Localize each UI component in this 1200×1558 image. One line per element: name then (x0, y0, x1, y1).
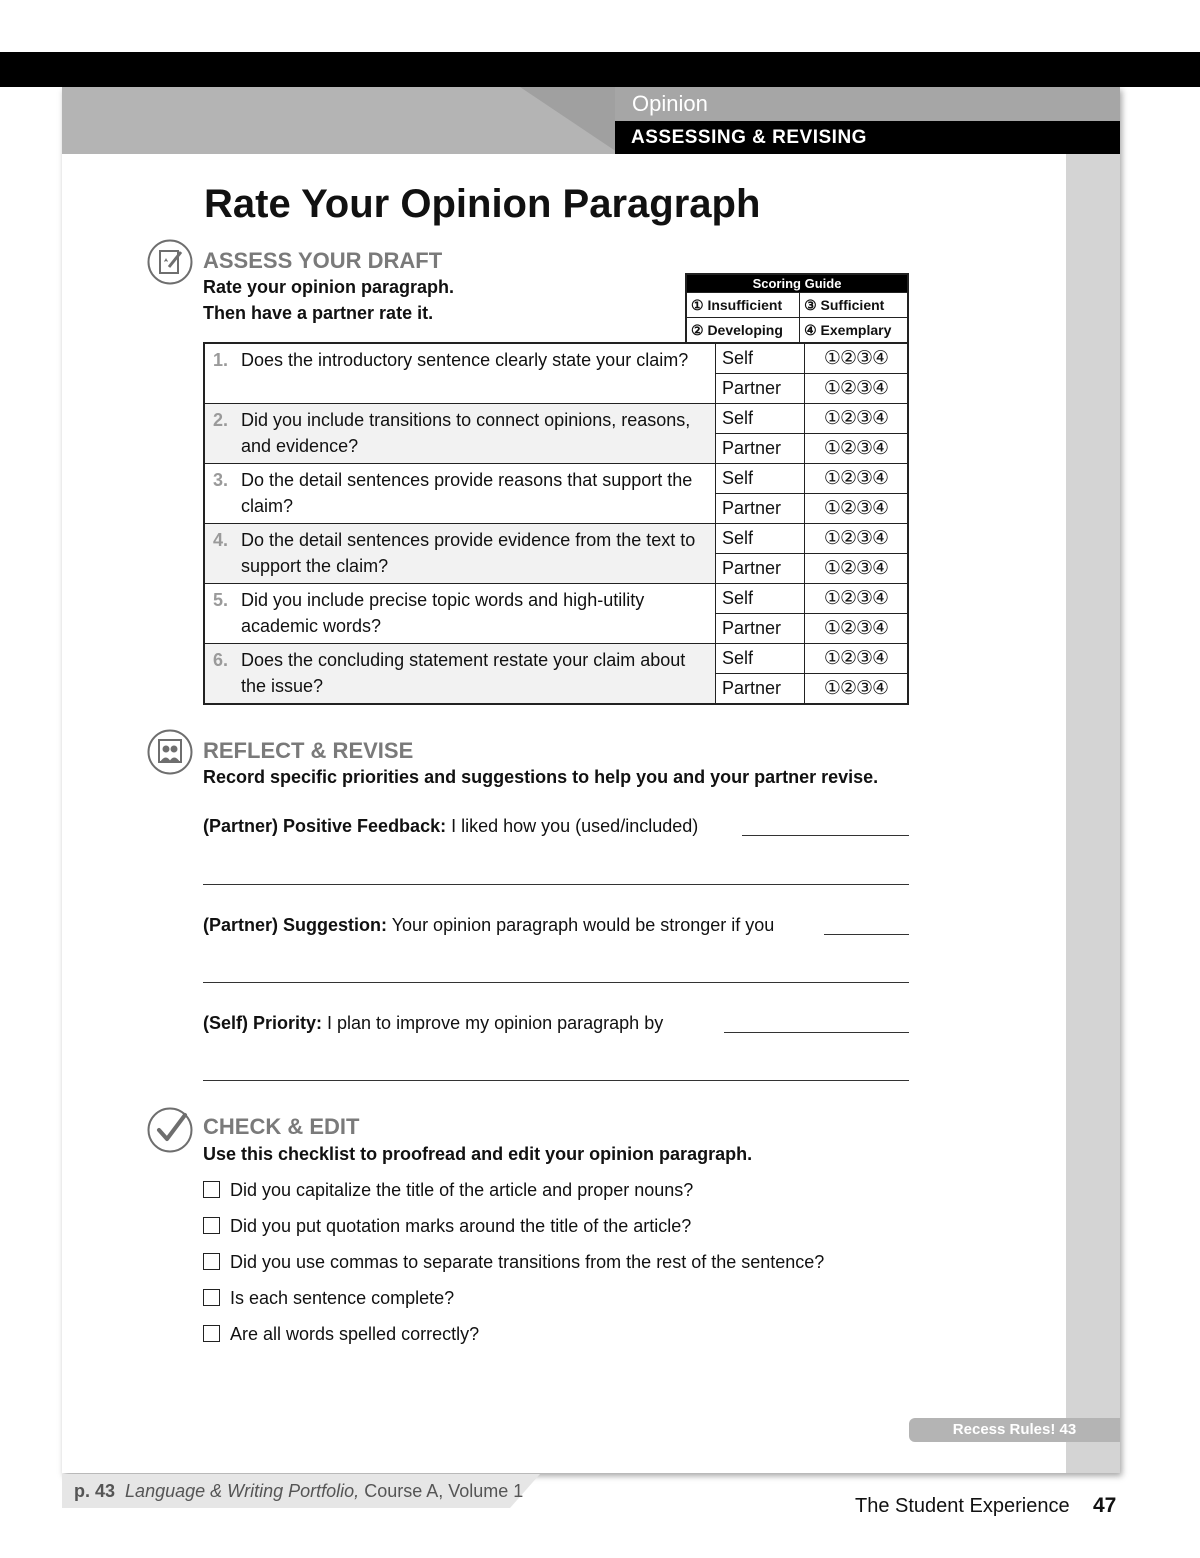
question-text: Does the concluding statement restate your claim about the issue? (241, 650, 686, 696)
partner-rating-circles[interactable]: ①②③④ (805, 374, 909, 404)
self-label: Self (716, 644, 805, 674)
score-exemplary: ④ Exemplary (800, 318, 908, 344)
self-label: Self (716, 524, 805, 554)
self-rating-circles[interactable]: ①②③④ (805, 464, 909, 494)
self-rating-circles[interactable]: ①②③④ (805, 343, 909, 374)
answer-line[interactable] (724, 1032, 909, 1033)
list-item (203, 1324, 479, 1345)
table-row (204, 404, 908, 434)
question-text: Did you include precise topic words and high-utility academic words? (241, 590, 645, 636)
checklist-text: Did you use commas to separate transitions from the rest of the sentence? (230, 1252, 825, 1272)
partner-rating-circles[interactable]: ①②③④ (805, 674, 909, 705)
list-item (203, 1288, 454, 1309)
question-cell (204, 644, 716, 705)
table-row (204, 644, 908, 674)
list-item (203, 1216, 691, 1237)
checkbox[interactable] (203, 1253, 220, 1270)
self-rating-circles[interactable]: ①②③④ (805, 524, 909, 554)
priority-prompt (203, 1013, 663, 1034)
page-edge-strip (1066, 154, 1120, 1473)
checkmark-icon (147, 1107, 193, 1153)
answer-line[interactable] (203, 884, 909, 885)
self-label: Self (716, 404, 805, 434)
partner-label: Partner (716, 434, 805, 464)
prompt-text: I plan to improve my opinion paragraph by (322, 1013, 664, 1033)
table-row (204, 343, 908, 374)
partner-label: Partner (716, 674, 805, 705)
question-number: 1. (213, 350, 229, 370)
unit-label: Opinion (632, 91, 708, 116)
checkbox[interactable] (203, 1217, 220, 1234)
partner-label: Partner (716, 554, 805, 584)
question-number: 6. (213, 650, 229, 670)
self-label: Self (716, 584, 805, 614)
partner-rating-circles[interactable]: ①②③④ (805, 494, 909, 524)
page-tab: Recess Rules! 43 (909, 1418, 1120, 1442)
footer-page-ref: p. 43 (74, 1481, 116, 1501)
score-sufficient: ③ Sufficient (800, 293, 908, 318)
pencil-paper-icon (147, 239, 193, 285)
answer-line[interactable] (742, 835, 909, 836)
positive-feedback-prompt (203, 816, 698, 837)
checklist-text: Are all words spelled correctly? (230, 1324, 480, 1344)
answer-line[interactable] (824, 934, 909, 935)
rating-table (203, 342, 909, 705)
question-cell (204, 524, 716, 584)
self-label: Self (716, 343, 805, 374)
checkbox[interactable] (203, 1325, 220, 1342)
checklist-text: Is each sentence complete? (230, 1288, 455, 1308)
prompt-label: (Self) Priority: (203, 1013, 323, 1033)
checkbox[interactable] (203, 1181, 220, 1198)
self-rating-circles[interactable]: ①②③④ (805, 644, 909, 674)
question-number: 4. (213, 530, 229, 550)
assess-instruction-2: Then have a partner rate it. (203, 303, 434, 323)
self-rating-circles[interactable]: ①②③④ (805, 584, 909, 614)
checkbox[interactable] (203, 1289, 220, 1306)
question-text: Does the introductory sentence clearly state your claim? (241, 350, 689, 370)
section-label: ASSESSING & REVISING (615, 121, 1120, 154)
prompt-label: (Partner) Suggestion: (203, 915, 388, 935)
partner-label: Partner (716, 374, 805, 404)
footer-reference (74, 1478, 523, 1504)
question-number: 3. (213, 470, 229, 490)
question-text: Do the detail sentences provide reasons that support the claim? (241, 470, 693, 516)
question-cell (204, 343, 716, 404)
partner-rating-circles[interactable]: ①②③④ (805, 614, 909, 644)
top-black-bar (0, 52, 1200, 87)
reflect-heading: REFLECT & REVISE (203, 738, 414, 763)
header-wedge (520, 87, 620, 154)
suggestion-prompt (203, 915, 774, 936)
checklist-text: Did you put quotation marks around the title of the article? (230, 1216, 692, 1236)
score-insufficient: ① Insufficient (686, 293, 800, 318)
footer-section-title: The Student Experience (855, 1495, 1070, 1517)
prompt-label: (Partner) Positive Feedback: (203, 816, 447, 836)
reflect-instruction: Record specific priorities and suggestions to help you and your partner revise. (203, 767, 879, 787)
question-cell (204, 584, 716, 644)
footer-book-title: Language & Writing Portfolio, (125, 1481, 360, 1501)
check-instruction: Use this checklist to proofread and edit your opinion paragraph. (203, 1144, 753, 1164)
question-cell (204, 404, 716, 464)
question-text: Do the detail sentences provide evidence from the text to support the claim? (241, 530, 696, 576)
table-row (204, 584, 908, 614)
question-number: 2. (213, 410, 229, 430)
partner-rating-circles[interactable]: ①②③④ (805, 554, 909, 584)
table-row (204, 464, 908, 494)
self-label: Self (716, 464, 805, 494)
scoring-guide (685, 273, 909, 344)
score-developing: ② Developing (686, 318, 800, 344)
question-cell (204, 464, 716, 524)
partners-icon (147, 729, 193, 775)
partner-label: Partner (716, 494, 805, 524)
checklist-text: Did you capitalize the title of the article and proper nouns? (230, 1180, 694, 1200)
list-item (203, 1252, 824, 1273)
self-rating-circles[interactable]: ①②③④ (805, 404, 909, 434)
assess-heading: ASSESS YOUR DRAFT (203, 248, 443, 273)
answer-line[interactable] (203, 1080, 909, 1081)
prompt-text: I liked how you (used/included) (446, 816, 699, 836)
partner-rating-circles[interactable]: ①②③④ (805, 434, 909, 464)
check-heading: CHECK & EDIT (203, 1114, 360, 1139)
footer-course: Course A, Volume 1 (359, 1481, 524, 1501)
prompt-text: Your opinion paragraph would be stronger if you (387, 915, 775, 935)
assess-instruction-1: Rate your opinion paragraph. (203, 277, 455, 297)
question-text: Did you include transitions to connect opinions, reasons, and evidence? (241, 410, 691, 456)
scoring-guide-title: Scoring Guide (686, 274, 908, 293)
partner-label: Partner (716, 614, 805, 644)
page-number: 47 (1093, 1494, 1117, 1517)
question-number: 5. (213, 590, 229, 610)
page-title: Rate Your Opinion Paragraph (204, 182, 761, 226)
table-row (204, 524, 908, 554)
answer-line[interactable] (203, 982, 909, 983)
list-item (203, 1180, 693, 1201)
